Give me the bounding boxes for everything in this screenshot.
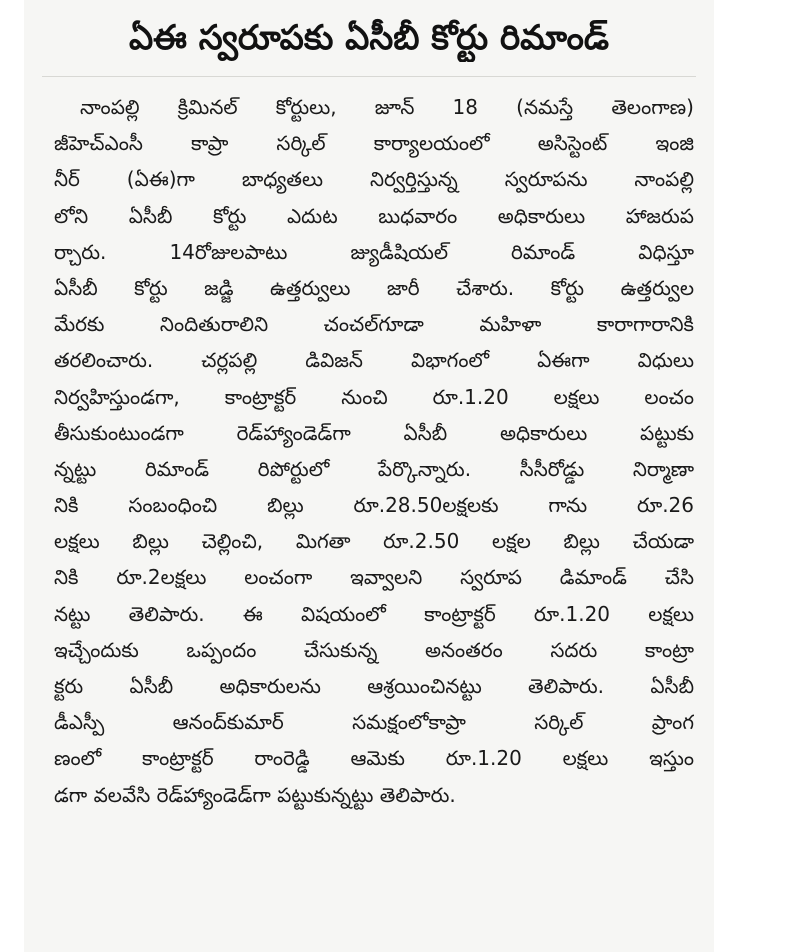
article-line: తరలించారు. చర్లపల్లి డివిజన్ విభాగంలో ఏఈగా విధులు [54, 348, 694, 373]
article-body [54, 89, 694, 813]
article-line: జీహెచ్ఎంసీ కాప్రా సర్కిల్ కార్యాలయంలో అసిస్టెంట్ ఇంజి [54, 131, 694, 156]
article-headline: ఏఈ స్వరూపకు ఏసీబీ కోర్టు రిమాండ్ [128, 18, 610, 58]
article-line: లోని ఏసీబీ కోర్టు ఎదుట బుధవారం అధికారులు హాజరుప [54, 203, 694, 228]
article-line: ర్చారు. 14రోజులపాటు జ్యుడీషియల్ రిమాండ్ విధిస్తూ [54, 239, 694, 264]
article-line: నికి సంబంధించి బిల్లు రూ.28.50లక్షలకు గాను రూ.26 [54, 493, 694, 518]
article-line: డీఎస్పీ ఆనంద్‌కుమార్ సమక్షంలోకాప్రా సర్కిల్ ప్రాంగ [54, 710, 694, 735]
headline-divider [42, 76, 696, 77]
article-line: నికి రూ.2లక్షలు లంచంగా ఇవ్వాలని స్వరూప డిమాండ్ చేసి [54, 565, 694, 590]
article-line: లక్షలు బిల్లు చెల్లించి, మిగతా రూ.2.50 లక్షల బిల్లు చేయడా [54, 529, 694, 554]
news-clipping [24, 0, 714, 952]
article-line: డగా వలవేసి రెడ్‌హ్యాండెడ్‌గా పట్టుకున్నట్టు తెలిపారు. [54, 782, 456, 807]
article-line: ణంలో కాంట్రాక్టర్ రాంరెడ్డి ఆమెకు రూ.1.20 లక్షలు ఇస్తుం [54, 746, 694, 771]
article-line: ఇచ్చేందుకు ఒప్పందం చేసుకున్న అనంతరం సదరు కాంట్రా [54, 637, 694, 662]
article-line: తీసుకుంటుండగా రెడ్‌హ్యాండెడ్‌గా ఏసీబీ అధికారులు పట్టుకు [54, 420, 694, 445]
article-line: నిర్వహిస్తుండగా, కాంట్రాక్టర్ నుంచి రూ.1.20 లక్షలు లంచం [54, 384, 694, 409]
article-line: మేరకు నిందితురాలిని చంచల్‌గూడా మహిళా కారాగారానికి [54, 312, 694, 337]
article-line: నాంపల్లి క్రిమినల్ కోర్టులు, జూన్ 18 (నమస్తే తెలంగాణ) [80, 95, 694, 119]
article-line: ఏసీబీ కోర్టు జడ్జి ఉత్తర్వులు జారీ చేశారు. కోర్టు ఉత్తర్వుల [54, 275, 694, 300]
article-line: నీర్ (ఏఈ)గా బాధ్యతలు నిర్వర్తిస్తున్న స్వరూపను నాంపల్లి [54, 167, 694, 192]
article-line: క్టరు ఏసీబీ అధికారులను ఆశ్రయించినట్టు తెలిపారు. ఏసీబీ [54, 674, 694, 698]
article-line: న్నట్టు రిమాండ్ రిపోర్టులో పేర్కొన్నారు. సీసీరోడ్డు నిర్మాణా [54, 456, 694, 481]
article-line: నట్టు తెలిపారు. ఈ విషయంలో కాంట్రాక్టర్ రూ.1.20 లక్షలు [54, 601, 694, 626]
